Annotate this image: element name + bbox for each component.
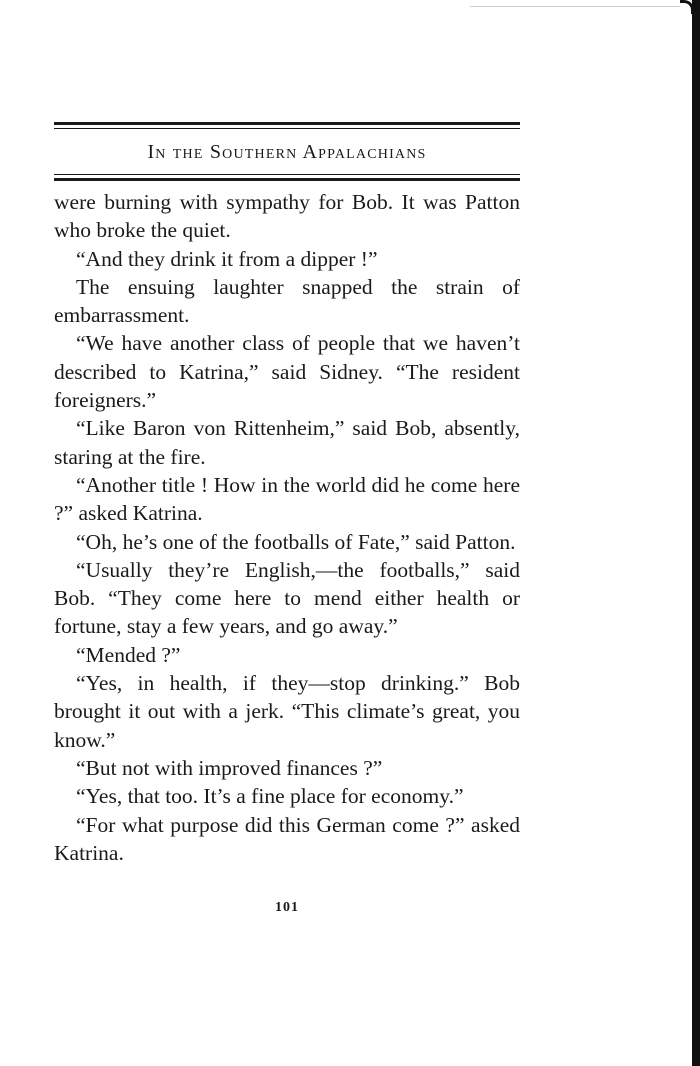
header-rule-top: [54, 122, 520, 129]
header-rule-bottom: [54, 174, 520, 181]
paragraph: “Oh, he’s one of the footballs of Fate,” said Patton.: [76, 529, 516, 554]
paragraph: “But not with improved finances ?”: [76, 755, 383, 780]
paragraph: “Yes, that too. It’s a fine place for economy.”: [76, 784, 464, 809]
paragraph: “Mended ?”: [76, 642, 181, 667]
paragraph: “Yes, in health, if they—stop drinking.” Bob brought it out with a jerk. “This climate’s great, you know.”: [54, 671, 520, 752]
paragraph: The ensuing laughter snapped the strain of embarrassment.: [54, 274, 520, 328]
paragraph: “Like Baron von Rittenheim,” said Bob, absently, staring at the fire.: [54, 416, 520, 469]
paragraph: “We have another class of people that we haven’t described to Katrina,” said Sidney. “The resident foreigners.”: [54, 331, 520, 413]
running-head-title: In the Southern Appalachians: [147, 141, 427, 163]
page-number: 101: [275, 900, 299, 915]
body-text: [54, 188, 520, 867]
page-edge-shadow: [692, 0, 700, 1066]
paragraph: “And they drink it from a dipper !”: [76, 246, 378, 271]
scan-edge-line: [470, 6, 680, 7]
paragraph: “Usually they’re English,—the footballs,” said Bob. “They come here to mend either health or fortune, stay a few years, and go away.”: [54, 557, 520, 639]
paragraph: were burning with sympathy for Bob. It was Patton who broke the quiet.: [54, 190, 520, 243]
paragraph: “For what purpose did this German come ?” asked Katrina.: [54, 812, 520, 865]
paragraph: “Another title ! How in the world did he come here ?” asked Katrina.: [54, 472, 520, 526]
running-header: [54, 122, 520, 181]
